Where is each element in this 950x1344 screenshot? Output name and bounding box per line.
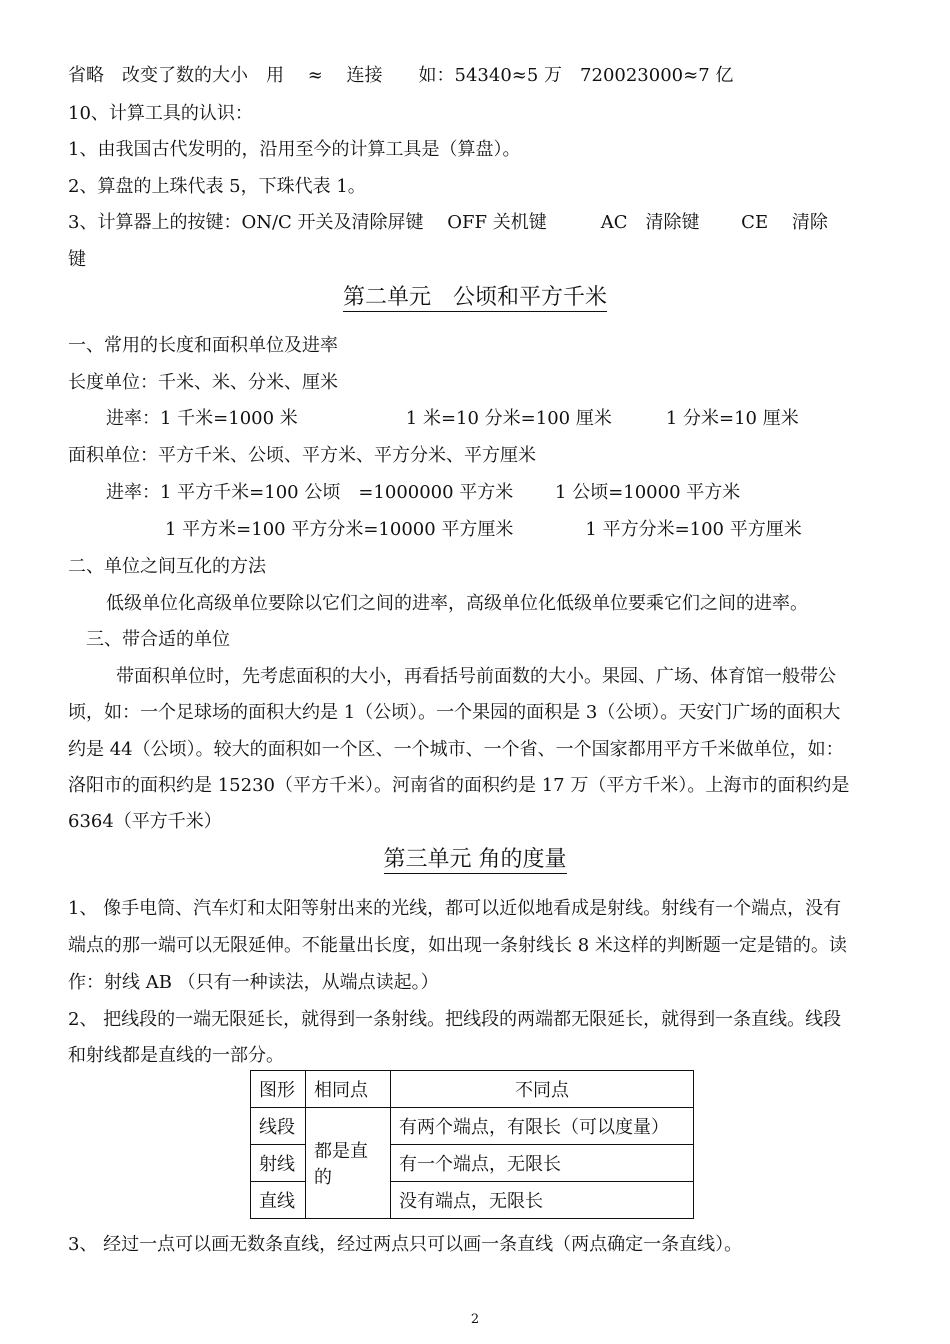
table-cell: 直线: [251, 1182, 306, 1219]
section-heading: 二、单位之间互化的方法: [68, 556, 266, 577]
paragraph-line: 6364（平方千米）: [68, 811, 222, 832]
table-cell: 有两个端点，有限长（可以度量）: [391, 1108, 694, 1145]
section-heading: 一、常用的长度和面积单位及进率: [68, 335, 338, 356]
table-cell: 射线: [251, 1145, 306, 1182]
text-line: 1、由我国古代发明的，沿用至今的计算工具是（算盘）。: [68, 139, 521, 160]
table-cell: 都是直的: [306, 1108, 391, 1219]
comparison-table: [250, 1070, 694, 1219]
paragraph-line: 顷，如：一个足球场的面积大约是 1（公顷）。一个果园的面积是 3（公顷）。天安门广场的面积大: [68, 702, 841, 723]
paragraph-line: 1、 像手电筒、汽车灯和太阳等射出来的光线，都可以近似地看成是射线。射线有一个端点，没有: [68, 898, 842, 919]
section-heading: 三、带合适的单位: [86, 629, 230, 650]
paragraph-line: 洛阳市的面积约是 15230（平方千米）。河南省的面积约是 17 万（平方千米）。上海市的面积约是: [68, 775, 850, 796]
table-cell: 有一个端点，无限长: [391, 1145, 694, 1182]
text-line: 3、计算器上的按键：ON/C 开关及清除屏键 OFF 关机键 AC 清除键 CE 清除: [68, 212, 828, 233]
text-line: 1 平方米=100 平方分米=10000 平方厘米 1 平方分米=100 平方厘米: [165, 519, 802, 540]
text-line: 键: [68, 249, 86, 270]
paragraph-line: 端点的那一端可以无限延伸。不能量出长度，如出现一条射线长 8 米这样的判断题一定是错的。读: [68, 935, 847, 956]
table-header-cell: 图形: [251, 1071, 306, 1108]
table-header-cell: 相同点: [306, 1071, 391, 1108]
text-line: 2、算盘的上珠代表 5，下珠代表 1。: [68, 176, 366, 197]
text-line: 面积单位：平方千米、公顷、平方米、平方分米、平方厘米: [68, 445, 536, 466]
unit3-heading: [0, 845, 950, 875]
table-row: [251, 1108, 694, 1145]
text-line: 省略 改变了数的大小 用 ≈ 连接 如：54340≈5 万 720023000≈7 亿: [68, 65, 734, 86]
page-number: 2: [470, 1312, 480, 1327]
text-line: 低级单位化高级单位要除以它们之间的进率，高级单位化低级单位要乘它们之间的进率。: [106, 593, 808, 614]
paragraph-line: 和射线都是直线的一部分。: [68, 1045, 284, 1066]
paragraph-line: 带面积单位时，先考虑面积的大小，再看括号前面数的大小。果园、广场、体育馆一般带公: [116, 666, 836, 687]
table-cell: 没有端点，无限长: [391, 1182, 694, 1219]
text-line: 进率：1 千米=1000 米 1 米=10 分米=100 厘米 1 分米=10 厘米: [106, 408, 799, 429]
paragraph-line: 约是 44（公顷）。较大的面积如一个区、一个城市、一个省、一个国家都用平方千米做单位，如：: [68, 739, 844, 760]
text-line: 进率：1 平方千米=100 公顷 =1000000 平方米 1 公顷=10000 平方米: [106, 482, 741, 503]
paragraph-line: 3、 经过一点可以画无数条直线，经过两点只可以画一条直线（两点确定一条直线）。: [68, 1234, 743, 1255]
text-line: 长度单位：千米、米、分米、厘米: [68, 372, 338, 393]
table-cell: 线段: [251, 1108, 306, 1145]
paragraph-line: 作：射线 AB （只有一种读法，从端点读起。）: [68, 972, 439, 993]
table-header-cell: 不同点: [391, 1071, 694, 1108]
table-header-row: [251, 1071, 694, 1108]
unit3-title: 第三单元 角的度量: [383, 847, 567, 872]
text-line: 10、计算工具的认识：: [68, 103, 253, 124]
paragraph-line: 2、 把线段的一端无限延长，就得到一条射线。把线段的两端都无限延长，就得到一条直线。线段: [68, 1009, 842, 1030]
unit2-heading: [0, 283, 950, 313]
unit2-title: 第二单元 公顷和平方千米: [342, 285, 607, 310]
